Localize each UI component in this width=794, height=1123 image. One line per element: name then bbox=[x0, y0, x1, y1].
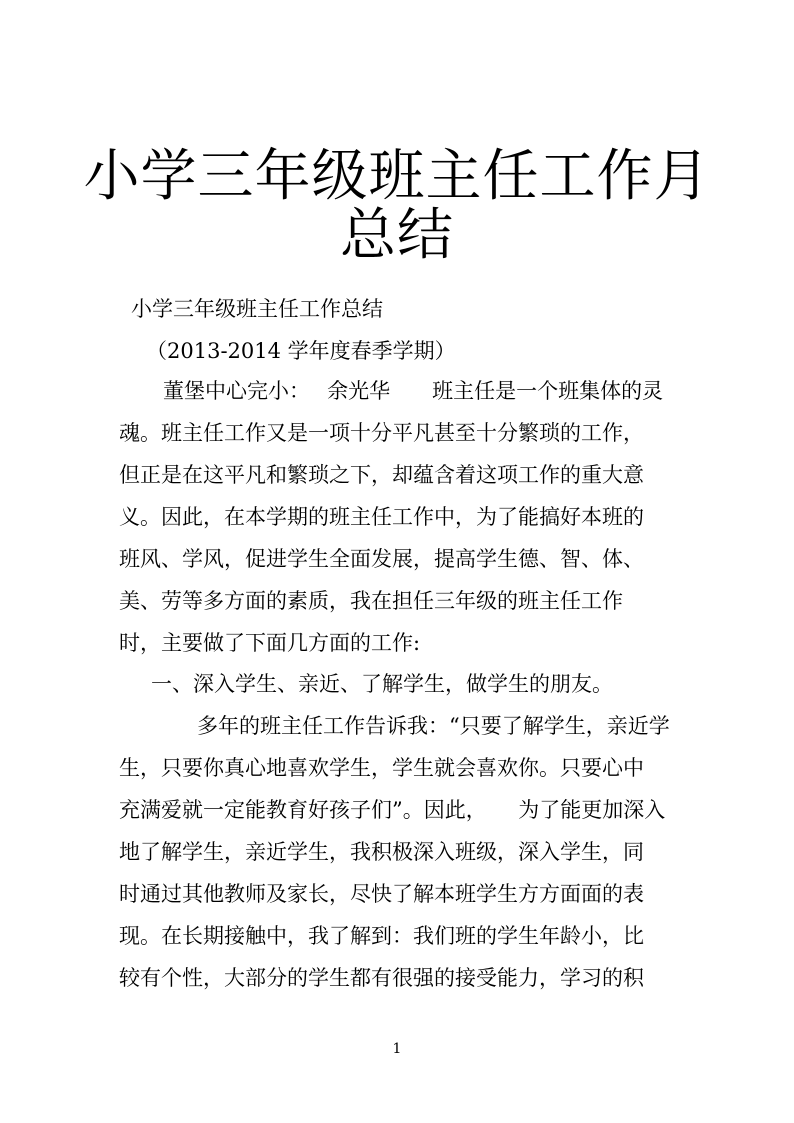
document-title-line-1: 小学三年级班主任工作月 bbox=[83, 144, 711, 209]
body-line: 多年的班主任工作告诉我：“只要了解学生，亲近学 bbox=[197, 714, 670, 738]
body-line: 现。在长期接触中，我了解到：我们班的学生年龄小，比 bbox=[119, 924, 644, 948]
body-line: 时通过其他教师及家长，尽快了解本班学生方方面面的表 bbox=[119, 882, 644, 906]
term-line: （2013-2014 学年度春季学期） bbox=[146, 339, 456, 363]
body-line: 地了解学生，亲近学生，我积极深入班级，深入学生，同 bbox=[119, 840, 644, 864]
body-line: 魂。班主任工作又是一项十分平凡甚至十分繁琐的工作， bbox=[119, 421, 644, 445]
section-heading: 一、深入学生、亲近、了解学生，做学生的朋友。 bbox=[151, 672, 613, 696]
body-line: 较有个性，大部分的学生都有很强的接受能力，学习的积 bbox=[119, 966, 644, 990]
body-line: 时，主要做了下面几方面的工作: bbox=[119, 631, 421, 655]
body-line: 充满爱就一定能教育好孩子们”。因此， 为了能更加深入 bbox=[119, 798, 666, 822]
body-line: 班风、学风，促进学生全面发展，提高学生德、智、体、 bbox=[119, 547, 644, 571]
document-subtitle: 小学三年级班主任工作总结 bbox=[131, 297, 383, 321]
body-line: 美、劳等多方面的素质，我在担任三年级的班主任工作 bbox=[119, 589, 623, 613]
page-number: 1 bbox=[392, 1041, 402, 1057]
body-line: 义。因此，在本学期的班主任工作中，为了能搞好本班的 bbox=[119, 505, 644, 529]
body-line: 生，只要你真心地喜欢学生，学生就会喜欢你。只要心中 bbox=[119, 756, 644, 780]
body-line: 但正是在这平凡和繁琐之下，却蕴含着这项工作的重大意 bbox=[119, 463, 644, 487]
body-line: 董堡中心完小： 余光华 班主任是一个班集体的灵 bbox=[163, 379, 664, 403]
document-title-line-2: 总结 bbox=[340, 203, 454, 268]
